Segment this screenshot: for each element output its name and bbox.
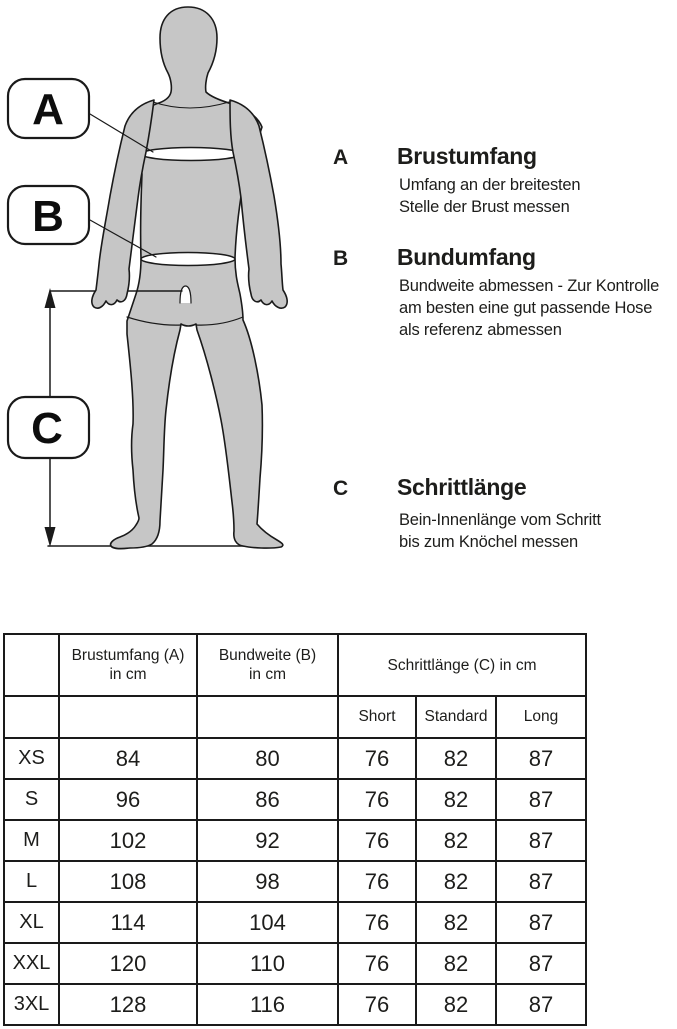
- cell-inseam-short: 76: [338, 820, 416, 861]
- header-chest: [59, 634, 197, 696]
- subheader-standard: Standard: [416, 696, 496, 738]
- measurement-figure-diagram: [0, 0, 340, 580]
- cell-chest: 120: [59, 943, 197, 984]
- cell-waist: 116: [197, 984, 338, 1025]
- cell-chest: 128: [59, 984, 197, 1025]
- subheader-blank: [59, 696, 197, 738]
- header-chest-line2: in cm: [109, 666, 147, 683]
- cell-waist: 86: [197, 779, 338, 820]
- cell-size: 3XL: [4, 984, 59, 1025]
- cell-inseam-short: 76: [338, 738, 416, 779]
- header-waist-line1: Bundweite (B): [218, 647, 317, 664]
- subheader-short: Short: [338, 696, 416, 738]
- cell-inseam-standard: 82: [416, 984, 496, 1025]
- cell-size: M: [4, 820, 59, 861]
- legend-title-inseam: Schrittlänge: [397, 474, 527, 500]
- table-row-3xl: [4, 984, 586, 1025]
- cell-inseam-short: 76: [338, 943, 416, 984]
- size-table: [3, 633, 587, 1026]
- cell-inseam-short: 76: [338, 902, 416, 943]
- cell-inseam-long: 87: [496, 779, 586, 820]
- badge-b-letter: B: [32, 192, 64, 241]
- legend-section-inseam: [333, 474, 677, 553]
- table-row-xxl: [4, 943, 586, 984]
- cell-inseam-short: 76: [338, 861, 416, 902]
- cell-waist: 80: [197, 738, 338, 779]
- cell-inseam-long: 87: [496, 943, 586, 984]
- legend-title-waist: Bundumfang: [397, 244, 536, 270]
- table-header-row-2: [4, 696, 586, 738]
- legend-section-chest: [333, 143, 677, 218]
- cell-inseam-long: 87: [496, 820, 586, 861]
- waist-measure-ellipse: [141, 253, 235, 266]
- subheader-blank: [4, 696, 59, 738]
- cell-waist: 110: [197, 943, 338, 984]
- header-chest-line1: Brustumfang (A): [71, 647, 185, 664]
- legend-desc-line: Bundweite abmessen - Zur Kontrolle: [399, 277, 660, 295]
- cell-inseam-long: 87: [496, 984, 586, 1025]
- badge-a-letter: A: [32, 85, 64, 134]
- cell-size: XS: [4, 738, 59, 779]
- cell-inseam-standard: 82: [416, 902, 496, 943]
- table-header-row-1: [4, 634, 586, 696]
- header-waist-line2: in cm: [248, 666, 287, 683]
- legend-letter-b: B: [333, 247, 349, 270]
- cell-inseam-standard: 82: [416, 779, 496, 820]
- cell-inseam-short: 76: [338, 779, 416, 820]
- badge-c-letter: C: [31, 404, 63, 453]
- legend-desc-line: Bein-Innenlänge vom Schritt: [399, 511, 601, 529]
- cell-chest: 96: [59, 779, 197, 820]
- header-inseam: Schrittlänge (C) in cm: [338, 634, 586, 696]
- cell-waist: 92: [197, 820, 338, 861]
- legend-desc-line: Umfang an der breitesten: [399, 176, 581, 194]
- cell-inseam-short: 76: [338, 984, 416, 1025]
- cell-size: L: [4, 861, 59, 902]
- legend-letter-a: A: [333, 146, 349, 169]
- table-row-xs: [4, 738, 586, 779]
- cell-inseam-long: 87: [496, 902, 586, 943]
- crotch-notch: [180, 286, 191, 303]
- legend-desc-line: am besten eine gut passende Hose: [399, 299, 653, 317]
- cell-inseam-standard: 82: [416, 820, 496, 861]
- header-size-blank: [4, 634, 59, 696]
- cell-inseam-long: 87: [496, 861, 586, 902]
- table-row-l: [4, 861, 586, 902]
- legend-desc-line: als referenz abmessen: [399, 321, 562, 339]
- header-waist: [197, 634, 338, 696]
- cell-size: XXL: [4, 943, 59, 984]
- cell-size: XL: [4, 902, 59, 943]
- legend-letter-c: C: [333, 477, 349, 500]
- cell-waist: 104: [197, 902, 338, 943]
- table-row-xl: [4, 902, 586, 943]
- subheader-blank: [197, 696, 338, 738]
- table-row-m: [4, 820, 586, 861]
- cell-waist: 98: [197, 861, 338, 902]
- cell-chest: 108: [59, 861, 197, 902]
- table-row-s: [4, 779, 586, 820]
- chest-measure-ellipse: [141, 148, 241, 161]
- legend-section-waist: [333, 244, 677, 341]
- cell-inseam-standard: 82: [416, 943, 496, 984]
- cell-inseam-long: 87: [496, 738, 586, 779]
- cell-size: S: [4, 779, 59, 820]
- subheader-long: Long: [496, 696, 586, 738]
- legend-desc-line: bis zum Knöchel messen: [399, 533, 579, 551]
- cell-inseam-standard: 82: [416, 738, 496, 779]
- cell-chest: 114: [59, 902, 197, 943]
- legend-title-chest: Brustumfang: [397, 143, 537, 169]
- cell-chest: 84: [59, 738, 197, 779]
- cell-inseam-standard: 82: [416, 861, 496, 902]
- cell-chest: 102: [59, 820, 197, 861]
- arrow-down-icon: [45, 527, 56, 547]
- legend-desc-line: Stelle der Brust messen: [399, 198, 570, 216]
